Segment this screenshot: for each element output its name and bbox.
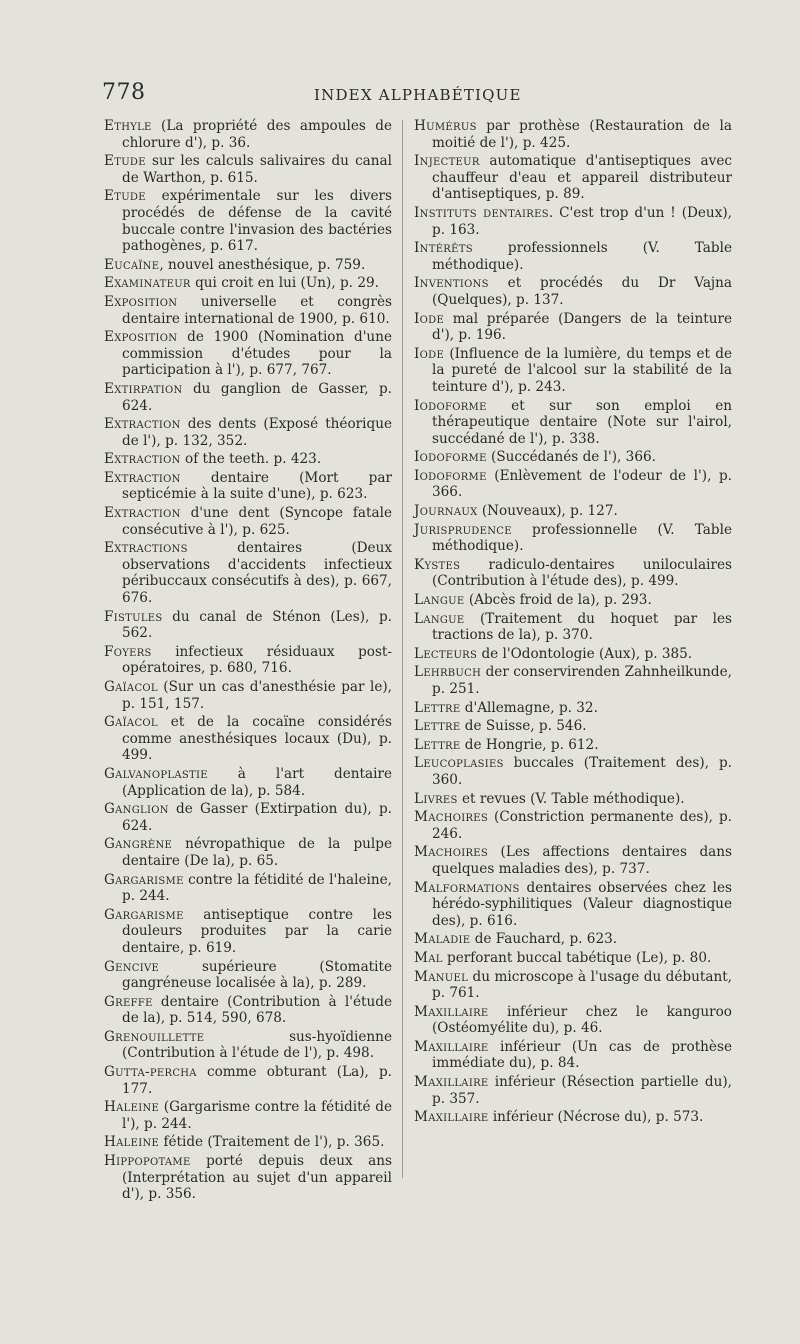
index-entry-text: de l'Odontologie (Aux), p. 385. (477, 645, 693, 662)
index-column-right (414, 118, 732, 1128)
index-entry (414, 118, 732, 151)
index-entry (414, 275, 732, 308)
index-entry-text: dentaire (Mort par septicémie à la suite d'une), p. 623. (122, 469, 392, 503)
index-entry (414, 468, 732, 501)
index-entry-text: supérieure (Stomatite gangréneuse localisée à la), p. 289. (122, 958, 392, 992)
index-entry-heading: Lettre (414, 736, 461, 753)
index-entry (414, 205, 732, 238)
index-entry-heading: Lettre (414, 718, 461, 735)
index-entry-text: de Gasser (Extirpation du), p. 624. (122, 801, 392, 834)
index-entry (104, 872, 392, 905)
index-entry-text: perforant buccal tabétique (Le), p. 80. (442, 949, 712, 966)
index-entry-heading: Iodoforme (414, 467, 487, 484)
index-entry (104, 644, 392, 677)
index-entry-heading: Iode (414, 310, 445, 327)
index-entry-heading: Journaux (414, 503, 478, 520)
index-entry (414, 718, 732, 735)
index-entry-heading: Extraction (104, 505, 181, 522)
index-entry (104, 766, 392, 799)
index-entry-heading: Etude (104, 153, 146, 170)
index-entry (414, 611, 732, 644)
index-entry-text: inférieur (Un cas de prothèse immédiate du), p. 84. (432, 1038, 732, 1072)
index-entry-heading: Iodoforme (414, 449, 487, 466)
index-entry-heading: Maxillaire (414, 1074, 489, 1091)
index-entry-heading: Machoires (414, 809, 489, 826)
index-entry (414, 880, 732, 930)
page-header (102, 80, 522, 110)
index-entry (414, 398, 732, 448)
index-entry-heading: Mal (414, 949, 443, 966)
index-entry (414, 950, 732, 967)
index-entry-text: (Influence de la lumière, du temps et de la pureté de l'alcool sur la stabilité de la teinture d'), p. 243. (432, 345, 732, 395)
index-entry (104, 294, 392, 327)
index-entry (414, 592, 732, 609)
index-entry (414, 791, 732, 808)
index-entry-text: (Enlèvement de l'odeur de l'), p. 366. (432, 467, 732, 501)
index-entry-heading: Humérus (414, 118, 477, 134)
index-entry (104, 1153, 392, 1203)
index-entry-text: du canal de Sténon (Les), p. 562. (122, 608, 392, 642)
index-entry-text: de 1900 (Nomination d'une commission d'études pour la participation à l'), p. 677, 767. (122, 329, 392, 379)
index-entry-heading: Gaïacol (104, 714, 158, 731)
index-entry-text: (Sur un cas d'anesthésie par le), p. 151, 157. (122, 679, 392, 712)
index-entry (414, 240, 732, 273)
index-entry (104, 505, 392, 538)
index-entry (104, 714, 392, 764)
index-entry (414, 969, 732, 1002)
index-entry-heading: Maxillaire (414, 1109, 489, 1126)
index-entry-text: et procédés du Dr Vajna (Quelques), p. 137. (432, 275, 732, 308)
index-entry-text: (Succédanés de l'), 366. (486, 449, 656, 466)
index-entry-text: du microscope à l'usage du débutant, p. 761. (432, 968, 732, 1002)
index-entry-text: dentaire (Contribution à l'étude de la), p. 514, 590, 678. (122, 993, 392, 1027)
index-entry (104, 907, 392, 957)
index-entry-heading: Haleine (104, 1134, 160, 1151)
index-entry (104, 994, 392, 1027)
index-entry (104, 1134, 392, 1151)
index-entry-heading: Maxillaire (414, 1038, 489, 1055)
index-entry-heading: Gargarisme (104, 906, 184, 923)
index-entry-text: du ganglion de Gasser, p. 624. (122, 380, 392, 414)
index-entry-heading: Gaïacol (104, 679, 158, 695)
index-entry-text: (La propriété des ampoules de chlorure d'), p. 36. (122, 118, 392, 151)
index-entry (104, 416, 392, 449)
index-entry (104, 959, 392, 992)
index-entry-text: (Abcès froid de la), p. 293. (464, 592, 652, 609)
index-entry-heading: Langue (414, 610, 465, 627)
index-entry (104, 1029, 392, 1062)
index-entry (104, 1064, 392, 1097)
index-entry-text: par prothèse (Restauration de la moitié de l'), p. 425. (432, 118, 732, 151)
index-entry-text: de Hongrie, p. 612. (460, 736, 599, 753)
index-entry-text: der conservirenden Zahnheilkunde, p. 251. (432, 664, 732, 697)
index-entry-text: et de la cocaïne considérés comme anesthésiques locaux (Du), p. 499. (122, 714, 392, 764)
index-entry (414, 346, 732, 396)
index-entry (104, 329, 392, 379)
index-entry-heading: Greffe (104, 993, 153, 1010)
index-entry-text: inférieur (Nécrose du), p. 573. (488, 1109, 704, 1126)
index-entry-text: infectieux résiduaux post-opératoires, p. 680, 716. (122, 643, 392, 677)
column-divider (402, 120, 403, 1178)
index-entry-text: (Constriction permanente des), p. 246. (432, 809, 732, 842)
index-entry-heading: Langue (414, 592, 465, 609)
index-entry-heading: Livres (414, 790, 458, 807)
index-entry (414, 931, 732, 948)
index-entry-text: d'une dent (Syncope fatale consécutive à l'), p. 625. (122, 505, 392, 538)
index-entry (414, 311, 732, 344)
index-entry-heading: Kystes (414, 556, 461, 573)
index-entry (414, 522, 732, 555)
running-title: INDEX ALPHABÉTIQUE (314, 86, 522, 104)
index-entry-text: d'Allemagne, p. 32. (460, 699, 598, 716)
index-entry (414, 755, 732, 788)
index-entry (104, 836, 392, 869)
index-entry-text: mal préparée (Dangers de la teinture d'), p. 196. (432, 310, 732, 344)
index-entry-text: porté depuis deux ans (Interprétation au sujet d'un appareil d'), p. 356. (122, 1153, 392, 1203)
index-entry-heading: Lecteurs (414, 645, 478, 662)
index-entry-heading: Haleine (104, 1099, 160, 1116)
index-entry-text: dentaires (Deux observations d'accidents infectieux péribuccaux consécutifs à des), p. 667, 676. (122, 540, 392, 607)
index-entry-heading: Injecteur (414, 153, 480, 170)
index-entry-heading: Etude (104, 188, 146, 205)
index-entry (104, 153, 392, 186)
index-entry-heading: Manuel (414, 968, 469, 985)
index-entry (104, 381, 392, 414)
index-entry-text: antiseptique contre les douleurs produites par la carie dentaire, p. 619. (122, 906, 392, 956)
index-entry (104, 679, 392, 712)
index-entry-text: et sur son emploi en thérapeutique dentaire (Note sur l'airol, succédané de l'), p. 338. (432, 397, 732, 447)
index-entry-heading: Extraction (104, 469, 181, 486)
index-entry (104, 451, 392, 468)
index-entry (104, 470, 392, 503)
index-entry-text: de Suisse, p. 546. (460, 718, 587, 735)
index-entry (414, 449, 732, 466)
index-entry-heading: Jurisprudence (414, 521, 512, 538)
index-entry-text: expérimentale sur les divers procédés de défense de la cavité buccale contre l'invasion des bactéries pathogènes, p. 617. (122, 188, 392, 255)
index-entry (104, 275, 392, 292)
page-number: 778 (102, 80, 146, 105)
index-entry (414, 1039, 732, 1072)
index-entry-heading: Machoires (414, 844, 489, 861)
index-entry-text: fétide (Traitement de l'), p. 365. (159, 1134, 385, 1151)
index-entry (104, 1099, 392, 1132)
index-entry-heading: Malformations (414, 879, 520, 896)
index-entry-heading: Exposition (104, 329, 178, 346)
index-entry (104, 609, 392, 642)
index-entry-heading: Extraction (104, 416, 181, 433)
index-column-left (104, 118, 392, 1205)
index-entry-text: qui croit en lui (Un), p. 29. (190, 275, 379, 292)
index-entry (414, 737, 732, 754)
index-entry-heading: Eucaïne (104, 256, 160, 273)
index-entry-text: professionnels (V. Table méthodique). (432, 240, 732, 273)
index-entry (104, 801, 392, 834)
index-entry (104, 540, 392, 606)
index-entry (414, 664, 732, 697)
index-entry (414, 1074, 732, 1107)
index-entry-heading: Lettre (414, 699, 461, 716)
index-entry-heading: Instituts dentaires (414, 204, 549, 221)
index-entry (414, 844, 732, 877)
index-entry-text: des dents (Exposé théorique de l'), p. 132, 352. (122, 416, 392, 449)
index-entry-heading: Hippopotame (104, 1153, 191, 1170)
index-entry-text: inférieur (Résection partielle du), p. 357. (432, 1074, 732, 1107)
index-entry-heading: Extractions (104, 540, 188, 557)
index-entry-heading: Fistules (104, 608, 163, 625)
index-entry-heading: Extirpation (104, 380, 183, 397)
index-entry-text: dentaires observées chez les hérédo-syphilitiques (Valeur diagnostique des), p. 616. (432, 879, 732, 929)
index-entry-text: professionnelle (V. Table méthodique). (432, 521, 732, 555)
index-entry-text: automatique d'antiseptiques avec chauffeur d'eau et appareil distributeur d'antiseptiques, p. 89. (432, 153, 732, 203)
index-entry-heading: Gangrène (104, 836, 173, 853)
index-entry-text: universelle et congrès dentaire international de 1900, p. 610. (122, 293, 392, 327)
index-entry-text: (Gargarisme contre la fétidité de l'), p. 244. (122, 1099, 392, 1132)
index-entry-heading: Leucoplasies (414, 755, 504, 772)
index-entry-heading: Gutta-percha (104, 1064, 197, 1081)
index-entry-text: of the teeth. p. 423. (180, 451, 322, 468)
index-entry (104, 118, 392, 151)
index-entry-text: , nouvel anesthésique, p. 759. (159, 256, 366, 273)
index-entry (414, 503, 732, 520)
index-entry (414, 1109, 732, 1126)
index-entry-heading: Foyers (104, 643, 152, 660)
index-entry-heading: Maladie (414, 931, 471, 948)
index-entry-heading: Inventions (414, 275, 489, 292)
index-entry-text: à l'art dentaire (Application de la), p. 584. (122, 765, 392, 799)
index-entry (104, 257, 392, 274)
index-entry (414, 153, 732, 203)
index-entry-heading: Gargarisme (104, 871, 184, 888)
index-entry-heading: Grenouillette (104, 1028, 205, 1045)
index-entry-heading: Gencive (104, 958, 160, 975)
index-entry-text: sur les calculs salivaires du canal de Warthon, p. 615. (122, 153, 392, 186)
index-entry-text: (Traitement du hoquet par les tractions de la), p. 370. (432, 610, 732, 644)
index-entry-text: buccales (Traitement des), p. 360. (432, 755, 732, 788)
index-entry-text: sus-hyoïdienne (Contribution à l'étude de l'), p. 498. (122, 1028, 392, 1062)
index-entry-text: (Les affections dentaires dans quelques maladies des), p. 737. (432, 844, 732, 877)
index-entry-text: (Nouveaux), p. 127. (477, 503, 618, 520)
index-entry (414, 646, 732, 663)
index-entry-heading: Examinateur (104, 275, 191, 292)
index-entry-heading: Galvanoplastie (104, 765, 208, 782)
index-entry-text: comme obturant (La), p. 177. (122, 1064, 392, 1097)
index-entry (104, 188, 392, 254)
index-entry (414, 1004, 732, 1037)
index-entry-text: névropathique de la pulpe dentaire (De la), p. 65. (122, 836, 392, 869)
index-entry-text: inférieur chez le kanguroo (Ostéomyélite du), p. 46. (432, 1003, 732, 1037)
index-entry-text: . C'est trop d'un ! (Deux), p. 163. (432, 204, 732, 238)
index-entry (414, 700, 732, 717)
index-entry-heading: Ganglion (104, 801, 169, 818)
index-entry-text: et revues (V. Table méthodique). (457, 790, 685, 807)
index-entry-heading: Maxillaire (414, 1003, 489, 1020)
index-entry-heading: Exposition (104, 293, 178, 310)
index-entry (414, 557, 732, 590)
index-entry-heading: Intérêts (414, 240, 473, 257)
index-entry-heading: Extraction (104, 451, 181, 468)
index-entry (414, 809, 732, 842)
index-entry-text: contre la fétidité de l'haleine, p. 244. (122, 871, 392, 905)
index-entry-heading: Ethyle (104, 118, 152, 134)
index-entry-text: radiculo-dentaires uniloculaires (Contribution à l'étude des), p. 499. (432, 556, 732, 590)
index-entry-heading: Iodoforme (414, 397, 487, 414)
index-entry-heading: Iode (414, 345, 445, 362)
index-entry-text: de Fauchard, p. 623. (470, 931, 618, 948)
index-entry-heading: Lehrbuch (414, 664, 482, 681)
